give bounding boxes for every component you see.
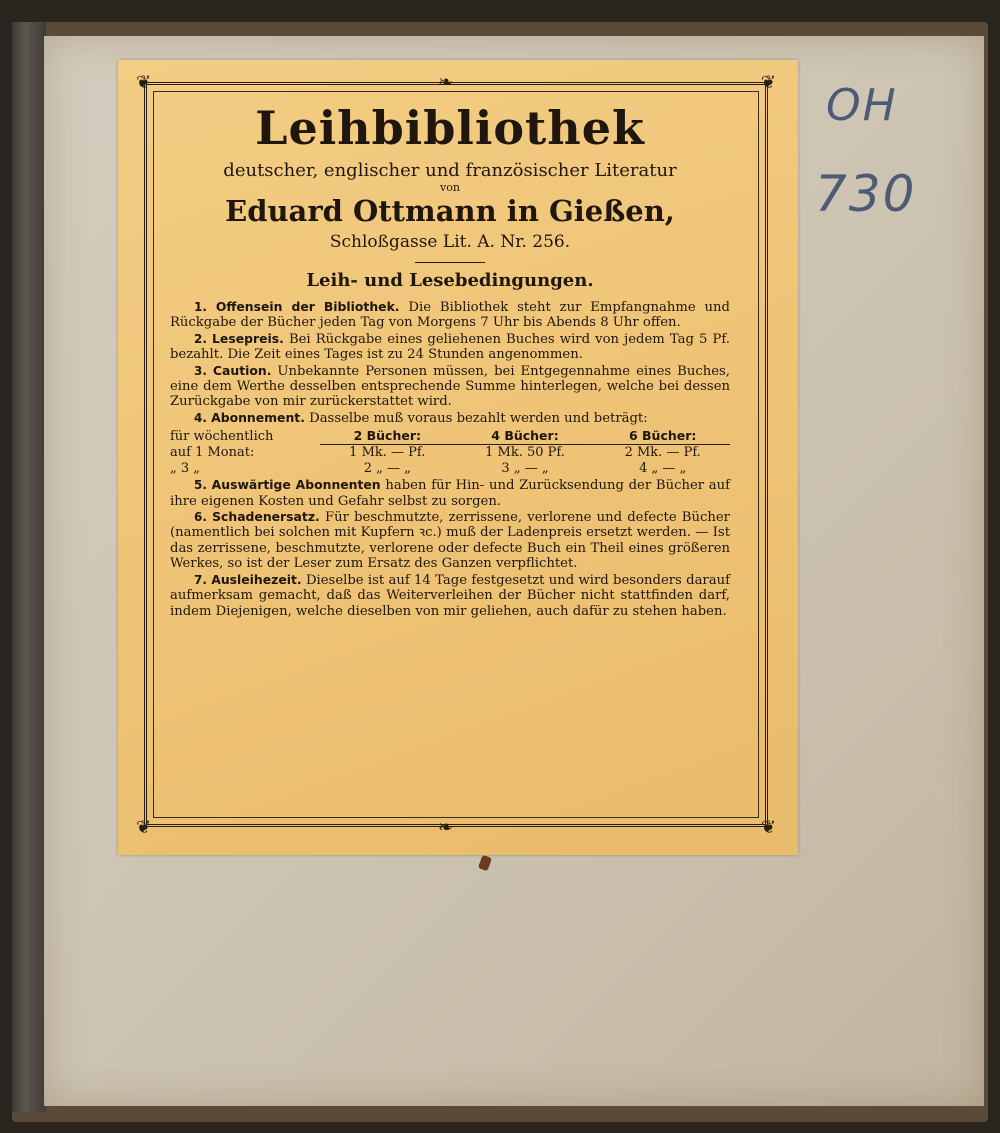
table-cell: 1 Mk. 50 Pf. [485, 445, 565, 461]
rule-paragraph [170, 299, 730, 331]
rule-text: Bei Rückgabe eines geliehenen Buches wird von jedem Tag 5 Pf. bezahlt. Die Zeit eines Tages ist zu 24 Stunden angenommen. [170, 331, 730, 363]
label-von: von [440, 181, 460, 194]
rule-paragraph [170, 572, 730, 619]
rule-number: 5. [194, 478, 207, 493]
rule-number: 2. [194, 331, 207, 346]
top-center-ornament: ❧ [438, 72, 454, 93]
table-cell: 4 „ — „ [639, 461, 687, 477]
subscription-table [170, 428, 730, 477]
rule-title: Abonnement. [211, 409, 305, 425]
owner-name: Eduard Ottmann in Gießen, [225, 194, 675, 228]
rule-text: Unbekannte Personen müssen, bei Entgegennahme eines Buches, eine dem Werthe desselben entsprechende Summe hinterlegen, welche bei dessen Zurückgabe von mir zurückerstattet wird. [170, 363, 730, 410]
handwritten-shelfmark-number: 730 [815, 165, 917, 223]
conditions-heading: Leih- und Lesebedingungen. [306, 270, 594, 291]
rule-text: Dieselbe ist auf 14 Tage festgesetzt und wird besonders darauf aufmerksam gemacht, daß das Weiterverleihen der Bücher nicht stattfinden darf, indem Diejenigen, welche dieselben von mir geliehen, auch dafür zu stehen haben. [170, 572, 730, 619]
table-row [170, 461, 730, 477]
owner-address: Schloßgasse Lit. A. Nr. 256. [329, 232, 571, 252]
rule-title: Caution. [212, 362, 272, 378]
label-title: Leihbibliothek [255, 101, 645, 155]
rule-paragraph [170, 331, 730, 363]
rule-number: 4. [194, 410, 207, 425]
table-header-cell: 6 Bücher: [595, 428, 730, 445]
rule-paragraph [170, 363, 730, 410]
label-content [170, 100, 730, 619]
rule-title: Offensein der Bibliothek. [215, 299, 400, 314]
bottom-center-ornament: ❧ [438, 817, 454, 838]
corner-ornament-top-left: ❦ [136, 72, 152, 93]
divider-rule [415, 262, 485, 263]
table-cell: 3 „ — „ [501, 461, 549, 477]
table-header-row [170, 428, 730, 445]
corner-ornament-top-right: ❦ [760, 72, 776, 93]
table-row [170, 445, 730, 462]
table-cell: 2 „ — „ [363, 461, 411, 477]
rule-title: Schadenersatz. [212, 509, 320, 525]
rule-title: Auswärtige Abonnenten [211, 477, 381, 493]
corner-ornament-bottom-right: ❦ [760, 817, 776, 838]
rule-text: haben für Hin- und Zurücksendung der Bücher auf ihre eigenen Kosten und Gefahr selbst zu sorgen. [170, 478, 731, 509]
handwritten-shelfmark-top: OH [826, 80, 898, 131]
rule-number: 1. [194, 300, 207, 314]
rule-text: Für beschmutzte, zerrissene, verlorene und defecte Bücher (namentlich bei solchen mit Kupfern ꝛc.) muß der Ladenpreis ersetzt werden. — Ist das zerrissene, beschmutzte, verlorene oder defecte Buch ein Theil eines größeren Werkes, so ist der Leser zum Ersatz des Ganzen verpflichtet. [170, 510, 730, 572]
corner-ornament-bottom-left: ❦ [136, 817, 152, 838]
library-label [118, 60, 798, 855]
table-cell: 2 Mk. — Pf. [624, 445, 701, 461]
table-row-label: auf 1 Monat: [170, 445, 255, 460]
table-row-label: für wöchentlich [170, 428, 274, 444]
table-cell: 1 Mk. — Pf. [349, 445, 426, 461]
rule-paragraph [170, 477, 730, 509]
rule-number: 3. [194, 363, 207, 378]
rule-title: Ausleihezeit. [211, 571, 302, 587]
rule-title: Lesepreis. [212, 330, 284, 346]
label-subtitle: deutscher, englischer und französischer Literatur [223, 160, 677, 181]
rule-number: 6. [194, 510, 207, 525]
rule-text: Dasselbe muß voraus bezahlt werden und beträgt: [309, 410, 648, 426]
book-spine-edge [12, 22, 46, 1112]
table-header-cell: 4 Bücher: [455, 428, 596, 445]
rule-text: Die Bibliothek steht zur Empfangnahme und Rückgabe der Bücher jeden Tag von Morgens 7 Uhr bis Abends 8 Uhr offen. [170, 300, 730, 331]
rule-paragraph [170, 509, 730, 572]
rule-paragraph [170, 410, 730, 426]
rule-number: 7. [194, 572, 207, 587]
table-row-label: „ 3 „ [170, 461, 201, 477]
table-header-cell: 2 Bücher: [320, 428, 455, 445]
